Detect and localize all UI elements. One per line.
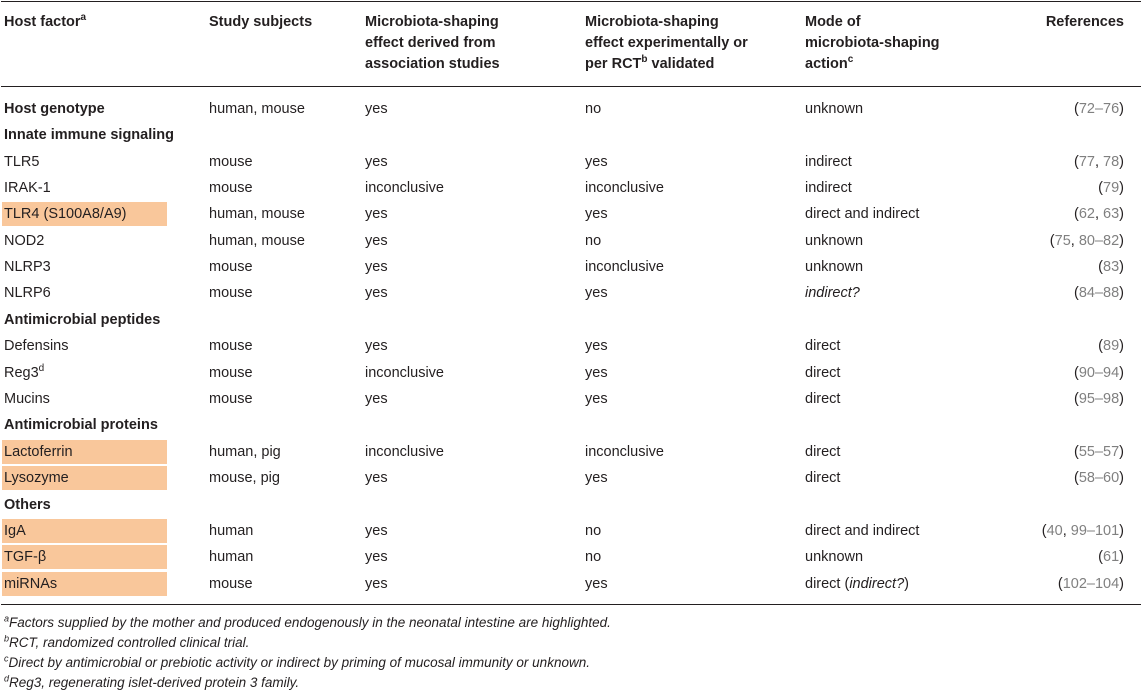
section-antimicrobial-peptides: Antimicrobial peptides — [4, 312, 161, 328]
table-row — [0, 333, 1142, 359]
cell-subjects: human, mouse — [209, 101, 305, 117]
cell-association: yes — [365, 549, 388, 565]
cell-references: (72–76) — [1073, 101, 1124, 117]
cell-validated: yes — [585, 365, 608, 381]
cell-mode: direct — [805, 444, 841, 460]
cell-mode: direct — [805, 338, 841, 354]
cell-mode: indirect — [805, 154, 852, 170]
cell-association: yes — [365, 206, 388, 222]
table-bottom-rule — [1, 604, 1141, 605]
cell-validated: inconclusive — [585, 180, 664, 196]
cell-validated: yes — [585, 285, 608, 301]
header-references: References — [1045, 14, 1124, 30]
cell-subjects: mouse — [209, 576, 253, 592]
footnote-d: $^d$Reg3, regenerating islet-derived protein 3 family. — [4, 673, 300, 690]
section-row — [0, 412, 1142, 438]
reference-link[interactable]: 90–94 — [1078, 365, 1120, 381]
cell-references: (84–88) — [1073, 285, 1124, 301]
table-row — [0, 439, 1142, 465]
cell-references: (89) — [1098, 338, 1124, 354]
cell-mode: unknown — [805, 259, 864, 275]
cell-mode: direct and indirect — [805, 206, 920, 222]
cell-validated: no — [585, 523, 602, 539]
cell-mode: unknown — [805, 101, 864, 117]
cell-association: yes — [365, 154, 388, 170]
cell-association: yes — [365, 523, 388, 539]
table-row — [0, 544, 1142, 570]
cell-references: (40, 99–101) — [1041, 523, 1124, 539]
cell-factor-highlighted: Lysozyme — [2, 466, 167, 490]
cell-references: (62, 63) — [1073, 206, 1124, 222]
footnote-c: $^c$Direct by antimicrobial or prebiotic activity or indirect by priming of mucosal immunity or unknown. — [4, 653, 590, 670]
reference-link[interactable]: 84–88 — [1078, 285, 1120, 301]
cell-association: inconclusive — [365, 365, 444, 381]
cell-references: (83) — [1098, 259, 1124, 275]
cell-subjects: human, mouse — [209, 206, 305, 222]
table-row — [0, 254, 1142, 280]
table-top-rule — [1, 1, 1141, 2]
cell-association: yes — [365, 391, 388, 407]
reference-link[interactable]: 102–104 — [1062, 576, 1120, 592]
cell-subjects: mouse — [209, 154, 253, 170]
section-row — [0, 492, 1142, 518]
reference-link[interactable]: 40 — [1046, 523, 1063, 539]
reference-link[interactable]: 79 — [1103, 180, 1120, 196]
reference-link[interactable]: 75 — [1054, 233, 1071, 249]
cell-subjects: mouse — [209, 259, 253, 275]
cell-factor-highlighted: miRNAs — [2, 572, 167, 596]
reference-link[interactable]: 58–60 — [1078, 470, 1120, 486]
cell-subjects: mouse — [209, 285, 253, 301]
section-innate-immune: Innate immune signaling — [4, 127, 174, 143]
cell-references: (61) — [1098, 549, 1124, 565]
cell-mode: indirect? — [805, 285, 860, 301]
section-others: Others — [4, 497, 51, 513]
cell-factor-highlighted: TGF-β — [2, 545, 167, 569]
cell-references: (58–60) — [1073, 470, 1124, 486]
cell-association: inconclusive — [365, 180, 444, 196]
cell-validated: yes — [585, 154, 608, 170]
cell-subjects: human, mouse — [209, 233, 305, 249]
cell-association: yes — [365, 285, 388, 301]
reference-link[interactable]: 80–82 — [1078, 233, 1120, 249]
reference-link[interactable]: 95–98 — [1078, 391, 1120, 407]
cell-validated: yes — [585, 470, 608, 486]
cell-mode: direct (indirect?) — [805, 576, 909, 592]
cell-factor-highlighted: Lactoferrin — [2, 440, 167, 464]
cell-subjects: human — [209, 523, 254, 539]
cell-references: (79) — [1098, 180, 1124, 196]
header-mode: Mode of microbiota-shaping action$^c$ — [805, 14, 940, 72]
cell-references: (77, 78) — [1073, 154, 1124, 170]
cell-references: (102–104) — [1057, 576, 1124, 592]
cell-references: (75, 80–82) — [1049, 233, 1124, 249]
section-row — [0, 122, 1142, 148]
cell-factor-highlighted: TLR4 (S100A8/A9) — [2, 202, 167, 226]
cell-validated: no — [585, 233, 602, 249]
cell-subjects: mouse — [209, 338, 253, 354]
section-antimicrobial-proteins: Antimicrobial proteins — [4, 417, 158, 433]
cell-subjects: mouse — [209, 365, 253, 381]
reference-link[interactable]: 77 — [1078, 154, 1095, 170]
table-row — [0, 518, 1142, 544]
cell-subjects: human — [209, 549, 254, 565]
cell-association: yes — [365, 338, 388, 354]
cell-factor: NLRP6 — [4, 285, 51, 301]
reference-link[interactable]: 55–57 — [1078, 444, 1120, 460]
cell-mode: direct and indirect — [805, 523, 920, 539]
cell-factor: IRAK-1 — [4, 180, 51, 196]
cell-factor: TLR5 — [4, 154, 40, 170]
section-row — [0, 307, 1142, 333]
table-row — [0, 386, 1142, 412]
table-row — [0, 175, 1142, 201]
cell-validated: yes — [585, 338, 608, 354]
header-host-factor: Host factor$^a$ — [4, 12, 87, 30]
table-header-rule — [1, 86, 1141, 87]
cell-references: (55–57) — [1073, 444, 1124, 460]
reference-link[interactable]: 89 — [1103, 338, 1120, 354]
cell-association: yes — [365, 259, 388, 275]
cell-factor-highlighted: IgA — [2, 519, 167, 543]
cell-validated: yes — [585, 391, 608, 407]
table-row — [0, 571, 1142, 597]
cell-association: inconclusive — [365, 444, 444, 460]
reference-link[interactable]: 63 — [1103, 206, 1120, 222]
cell-mode: direct — [805, 365, 841, 381]
cell-subjects: mouse — [209, 391, 253, 407]
cell-validated: inconclusive — [585, 444, 664, 460]
reference-link[interactable]: 61 — [1103, 549, 1120, 565]
cell-references: (90–94) — [1073, 365, 1124, 381]
cell-mode: direct — [805, 470, 841, 486]
section-host-genotype: Host genotype — [4, 101, 105, 117]
table-row — [0, 96, 1142, 122]
cell-factor: Defensins — [4, 338, 69, 354]
table-row — [0, 360, 1142, 386]
reference-link[interactable]: 78 — [1103, 154, 1120, 170]
cell-factor: Mucins — [4, 391, 50, 407]
cell-factor: Reg3$^d$ — [4, 363, 45, 381]
reference-link[interactable]: 83 — [1103, 259, 1120, 275]
footnote-a: $^a$Factors supplied by the mother and produced endogenously in the neonatal intestine are highlighted. — [4, 613, 611, 630]
header-association: Microbiota-shaping effect derived from association studies — [365, 14, 500, 72]
table-row — [0, 280, 1142, 306]
table-row — [0, 465, 1142, 491]
reference-link[interactable]: 72–76 — [1078, 101, 1120, 117]
header-study-subjects: Study subjects — [209, 14, 313, 30]
cell-subjects: human, pig — [209, 444, 281, 460]
cell-association: yes — [365, 576, 388, 592]
cell-association: yes — [365, 233, 388, 249]
header-validated: Microbiota-shaping effect experimentally or per RCT$^b$ validated — [585, 14, 748, 72]
reference-link[interactable]: 99–101 — [1070, 523, 1120, 539]
cell-factor: NOD2 — [4, 233, 45, 249]
table-row — [0, 149, 1142, 175]
footnote-b: $^b$RCT, randomized controlled clinical trial. — [4, 633, 250, 650]
cell-validated: yes — [585, 576, 608, 592]
cell-references: (95–98) — [1073, 391, 1124, 407]
cell-factor: NLRP3 — [4, 259, 51, 275]
cell-association: yes — [365, 101, 388, 117]
cell-validated: no — [585, 549, 602, 565]
cell-mode: indirect — [805, 180, 852, 196]
reference-link[interactable]: 62 — [1078, 206, 1095, 222]
table-row — [0, 228, 1142, 254]
cell-association: yes — [365, 470, 388, 486]
cell-mode: direct — [805, 391, 841, 407]
cell-validated: yes — [585, 206, 608, 222]
cell-subjects: mouse, pig — [209, 470, 280, 486]
cell-mode: unknown — [805, 233, 864, 249]
cell-validated: inconclusive — [585, 259, 664, 275]
cell-mode: unknown — [805, 549, 864, 565]
cell-validated: no — [585, 101, 602, 117]
cell-subjects: mouse — [209, 180, 253, 196]
table-row — [0, 201, 1142, 227]
